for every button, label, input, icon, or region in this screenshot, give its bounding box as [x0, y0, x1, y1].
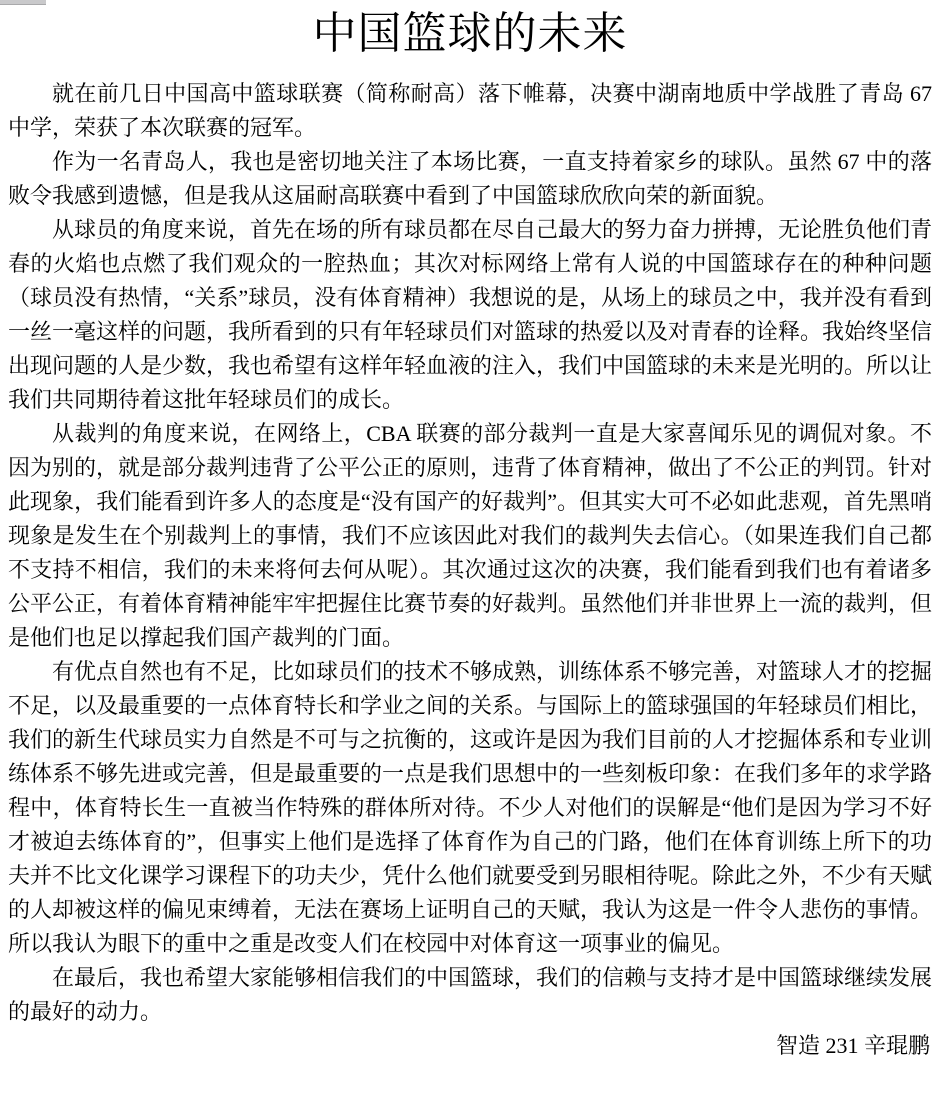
scrollbar-fragment [0, 0, 46, 5]
paragraph: 就在前几日中国高中篮球联赛（简称耐高）落下帷幕，决赛中湖南地质中学战胜了青岛 67 中学，荣获了本次联赛的冠军。 [8, 81, 932, 140]
document-body [8, 77, 932, 1029]
author-signature: 智造 231 辛琨鹏 [775, 1033, 930, 1058]
paragraph: 从裁判的角度来说，在网络上，CBA 联赛的部分裁判一直是大家喜闻乐见的调侃对象。不因为别的，就是部分裁判违背了公平公正的原则，违背了体育精神，做出了不公正的判罚。针对此现象，我们能看到许多人的态度是“没有国产的好裁判”。但其实大可不必如此悲观，首先黑哨现象是发生在个别裁判上的事情，我们不应该因此对我们的裁判失去信心。（如果连我们自己都不支持不相信，我们的未来将何去何从呢）。其次通过这次的决赛，我们能看到我们也有着诸多公平公正，有着体育精神能牢牢把握住比赛节奏的好裁判。虽然他们并非世界上一流的裁判，但是他们也足以撑起我们国产裁判的门面。 [8, 421, 933, 650]
paragraph: 作为一名青岛人，我也是密切地关注了本场比赛，一直支持着家乡的球队。虽然 67 中的落败令我感到遗憾，但是我从这届耐高联赛中看到了中国篮球欣欣向荣的新面貌。 [8, 149, 932, 208]
paragraph: 在最后，我也希望大家能够相信我们的中国篮球，我们的信赖与支持才是中国篮球继续发展的最好的动力。 [8, 965, 933, 1024]
paragraph: 从球员的角度来说，首先在场的所有球员都在尽自己最大的努力奋力拼搏，无论胜负他们青春的火焰也点燃了我们观众的一腔热血；其次对标网络上常有人说的中国篮球存在的种种问题（球员没有热情，“关系”球员，没有体育精神）我想说的是，从场上的球员之中，我并没有看到一丝一毫这样的问题，我所看到的只有年轻球员们对篮球的热爱以及对青春的诠释。我始终坚信出现问题的人是少数，我也希望有这样年轻血液的注入，我们中国篮球的未来是光明的。所以让我们共同期待着这批年轻球员们的成长。 [8, 217, 933, 412]
document-title: 中国篮球的未来 [312, 9, 628, 58]
paragraph: 有优点自然也有不足，比如球员们的技术不够成熟，训练体系不够完善，对篮球人才的挖掘不足，以及最重要的一点体育特长和学业之间的关系。与国际上的篮球强国的年轻球员们相比，我们的新生代球员实力自然是不可与之抗衡的，这或许是因为我们目前的人才挖掘体系和专业训练体系不够先进或完善，但是最重要的一点是我们思想中的一些刻板印象：在我们多年的求学路程中，体育特长生一直被当作特殊的群体所对待。不少人对他们的误解是“他们是因为学习不好才被迫去练体育的”，但事实上他们是选择了体育作为自己的门路，他们在体育训练上所下的功夫并不比文化课学习课程下的功夫少，凭什么他们就要受到另眼相待呢。除此之外，不少有天赋的人却被这样的偏见束缚着，无法在赛场上证明自己的天赋，我认为这是一件令人悲伤的事情。所以我认为眼下的重中之重是改变人们在校园中对体育这一项事业的偏见。 [8, 659, 933, 956]
